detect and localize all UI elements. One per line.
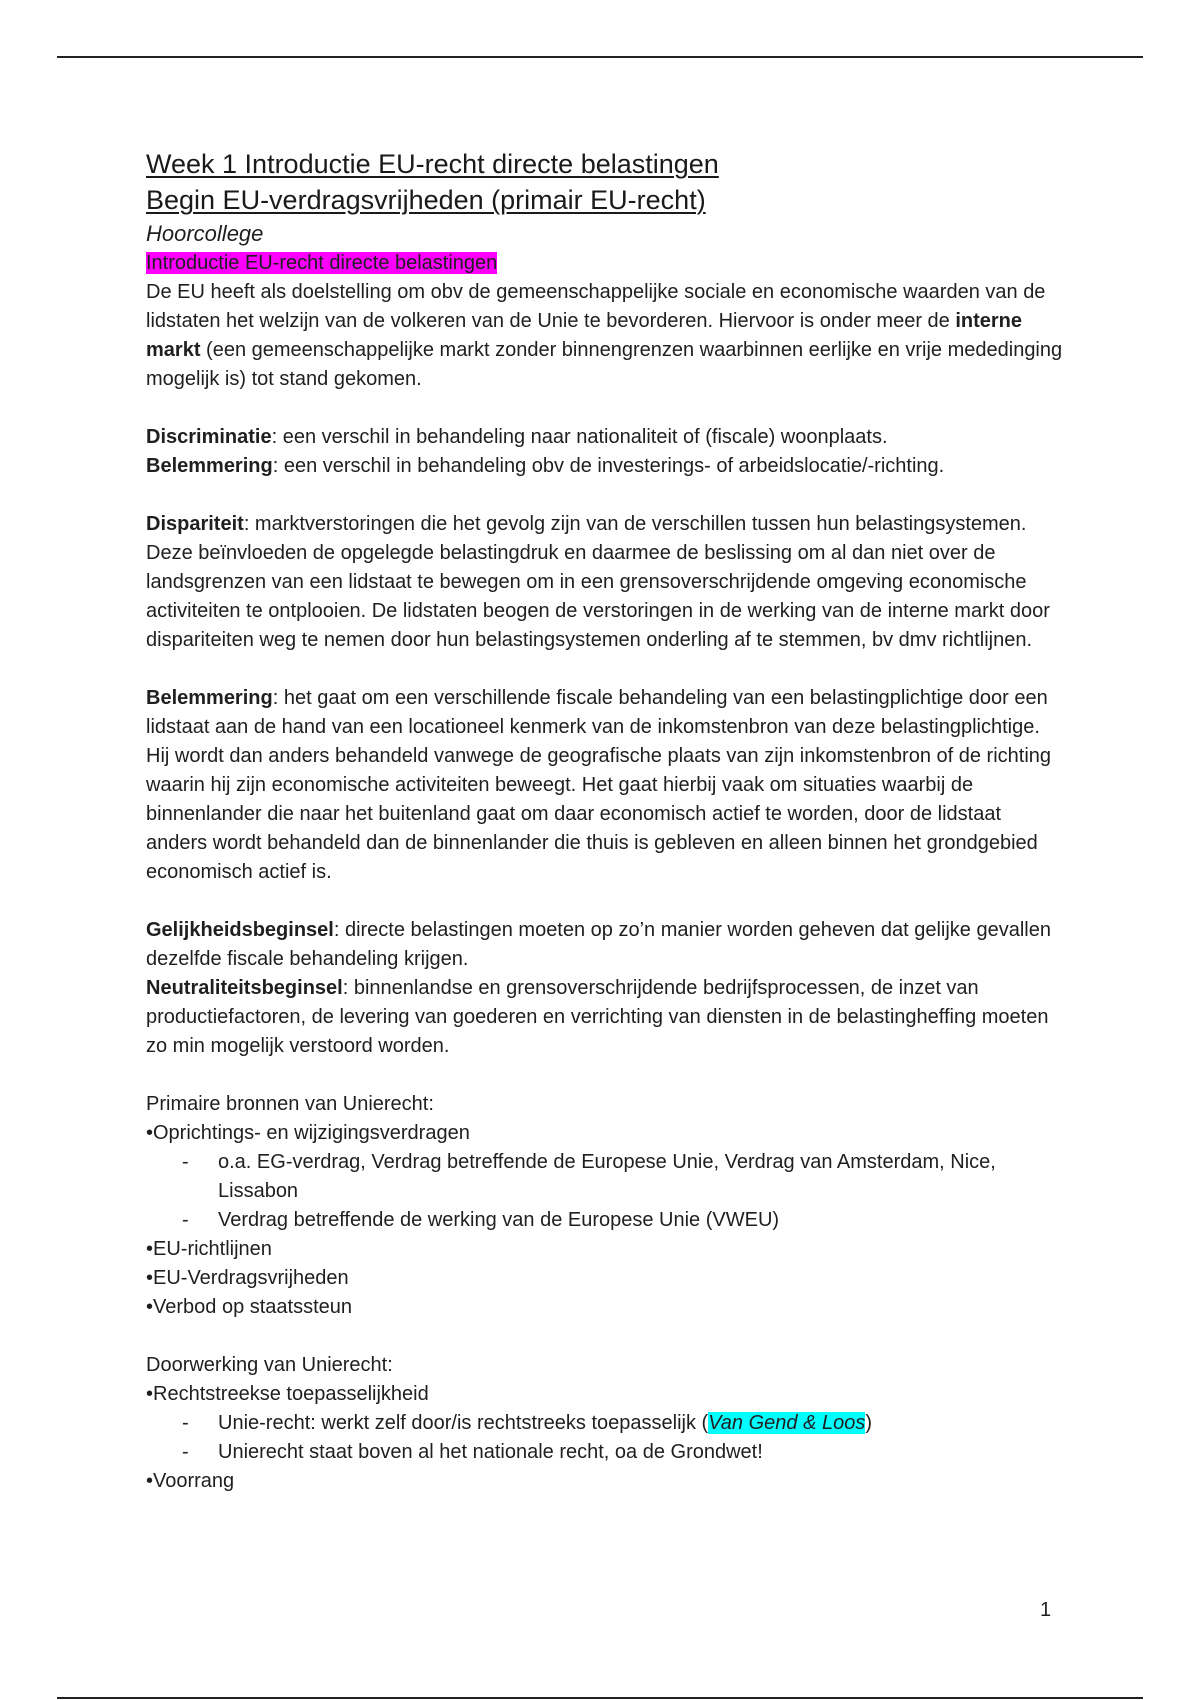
section-label: Hoorcollege bbox=[146, 221, 264, 246]
sub-list-item: - Unie-recht: werkt zelf door/is rechtstreeks toepasselijk (Van Gend & Loos) bbox=[182, 1412, 873, 1434]
bottom-rule bbox=[57, 1697, 1143, 1699]
definition-belemmering: Belemmering: een verschil in behandeling obv de investerings- of arbeidslocatie/-richting. bbox=[146, 455, 945, 477]
list-item: •EU-richtlijnen bbox=[146, 1238, 272, 1260]
document-body bbox=[146, 146, 1066, 1496]
definition-neutraliteitsbeginsel: Neutraliteitsbeginsel: binnenlandse en grensoverschrijdende bedrijfsprocessen, de inzet van productiefactoren, de levering van goederen en verrichting van diensten in de belastingheffing moeten zo min mogelijk verstoord worden. bbox=[146, 977, 1049, 1057]
sub-list-item: - Unierecht staat boven al het nationale recht, oa de Grondwet! bbox=[182, 1441, 763, 1463]
definition-gelijkheidsbeginsel: Gelijkheidsbeginsel: directe belastingen moeten op zo’n manier worden geheven dat gelijke gevallen dezelfde fiscale behandeling krijgen. bbox=[146, 919, 1051, 970]
definition-discriminatie: Discriminatie: een verschil in behandeling naar nationaliteit of (fiscale) woonplaats. bbox=[146, 426, 888, 448]
page-number: 1 bbox=[1040, 1599, 1052, 1621]
page-title: Week 1 Introductie EU-recht directe belastingen bbox=[146, 149, 719, 179]
definition-belemmering-extended: Belemmering: het gaat om een verschillende fiscale behandeling van een belastingplichtige door een lidstaat aan de hand van een locationeel kenmerk van de inkomstenbron van deze belastingplichtige. Hij wordt dan anders behandeld vanwege de geografische plaats van zijn inkomstenbron of de richting waarin hij zijn economische activiteiten beweegt. Het gaat hierbij vaak om situaties waarbij de binnenlander die naar het buitenland gaat om daar economisch actief te worden, door de lidstaat anders wordt behandeld dan de binnenlander die thuis is gebleven en alleen binnen het grondgebied economisch actief is. bbox=[146, 687, 1052, 883]
sub-list-item: - o.a. EG-verdrag, Verdrag betreffende de Europese Unie, Verdrag van Amsterdam, Nice, Lissabon bbox=[182, 1151, 996, 1202]
sub-list-item: - Verdrag betreffende de werking van de Europese Unie (VWEU) bbox=[182, 1209, 780, 1231]
list-item: •EU-Verdragsvrijheden bbox=[146, 1267, 349, 1289]
bronnen-heading: Primaire bronnen van Unierecht: bbox=[146, 1093, 434, 1115]
list-item: •Rechtstreekse toepasselijkheid bbox=[146, 1383, 429, 1405]
definition-dispariteit: Dispariteit: marktverstoringen die het gevolg zijn van de verschillen tussen hun belastingsystemen. Deze beïnvloeden de opgelegde belastingdruk en daarmee de beslissing om al dan niet over de landsgrenzen van een lidstaat te bewegen om in een grensoverschrijdende omgeving economische activiteiten te ontplooien. De lidstaten beogen de verstoringen in de werking van de interne markt door dispariteiten weg te nemen door hun belastingsystemen onderling af te stemmen, bv dmv richtlijnen. bbox=[146, 513, 1050, 651]
bold-term: interne markt bbox=[146, 310, 1023, 361]
section-heading bbox=[146, 249, 1066, 278]
doorwerking-heading: Doorwerking van Unierecht: bbox=[146, 1354, 393, 1376]
highlighted-heading: Introductie EU-recht directe belastingen bbox=[146, 252, 498, 274]
list-item: •Oprichtings- en wijzigingsverdragen bbox=[146, 1122, 470, 1144]
top-rule bbox=[57, 56, 1143, 58]
list-item: •Voorrang bbox=[146, 1470, 235, 1492]
list-item: •Verbod op staatssteun bbox=[146, 1296, 353, 1318]
case-reference: Van Gend & Loos bbox=[708, 1412, 866, 1434]
intro-paragraph: De EU heeft als doelstelling om obv de gemeenschappelijke sociale en economische waarden van de lidstaten het welzijn van de volkeren van de Unie te bevorderen. Hiervoor is onder meer de interne markt (een gemeenschappelijke markt zonder binnengrenzen waarbinnen eerlijke en vrije mededinging mogelijk is) tot stand gekomen. bbox=[146, 281, 1063, 390]
page-subtitle: Begin EU-verdragsvrijheden (primair EU-recht) bbox=[146, 185, 706, 215]
